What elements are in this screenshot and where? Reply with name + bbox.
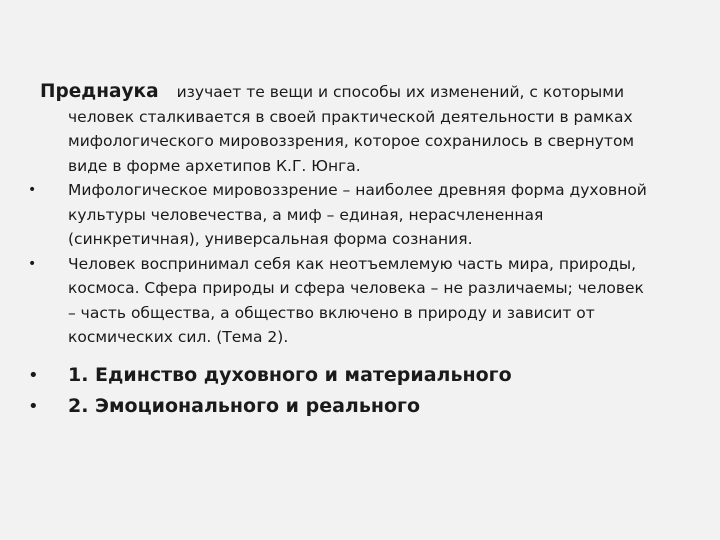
intro-line: человек сталкивается в своей практической деятельности в рамках [68, 107, 633, 126]
bullet-line: космических сил. (Тема 2). [68, 328, 289, 346]
bullet-icon: • [28, 182, 37, 198]
bullet-icon: • [28, 395, 39, 417]
intro-line: мифологического мировоззрения, которое сохранилось в свернутом [68, 132, 635, 150]
bullet-item-human-perception [28, 252, 690, 350]
key-point-text: 2. Эмоционального и реального [68, 394, 421, 417]
intro-line: виде в форме архетипов К.Г. Юнга. [68, 156, 361, 175]
key-point-emotional [28, 391, 690, 422]
intro-first-line [40, 80, 690, 105]
bullet-item-mythological-worldview [28, 178, 690, 252]
bullet-line: культуры человечества, а миф – единая, нерасчлененная [68, 205, 544, 224]
term-prescience: Преднаука [40, 81, 159, 102]
bullet-icon: • [28, 255, 37, 272]
slide-content [28, 80, 690, 422]
bullet-line: космоса. Сфера природы и сфера человека – не различаемы; человек [68, 279, 644, 297]
bullet-line: Мифологическое мировоззрение – наиболее древняя форма духовной [68, 181, 647, 199]
key-points [28, 360, 690, 422]
key-point-text: 1. Единство духовного и материального [68, 363, 512, 386]
bullet-line: – часть общества, а общество включено в природу и зависит от [68, 303, 595, 322]
key-point-unity [28, 360, 690, 391]
intro-line: изучает те вещи и способы их изменений, с которыми [176, 83, 625, 101]
bullet-icon: • [28, 364, 39, 386]
intro-paragraph [40, 80, 690, 178]
bullet-line: Человек воспринимал себя как неотъемлемую часть мира, природы, [68, 254, 637, 273]
bullet-line: (синкретичная), универсальная форма сознания. [68, 230, 473, 248]
